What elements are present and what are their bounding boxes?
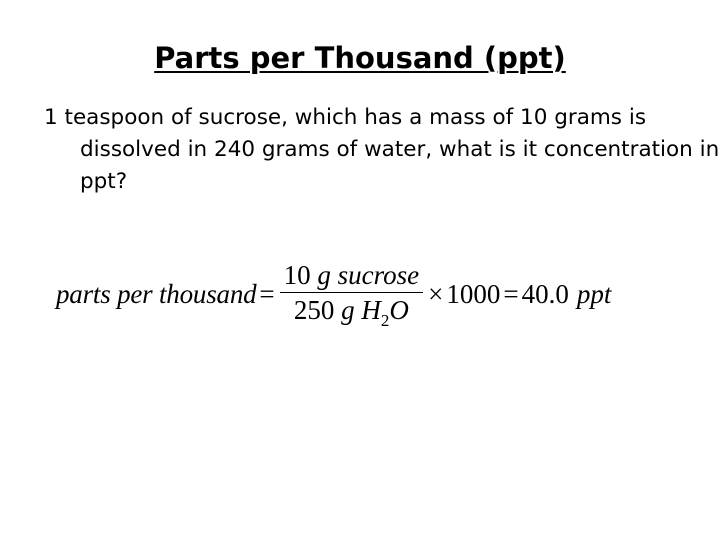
result-unit: ppt: [576, 278, 612, 309]
problem-statement: 1 teaspoon of sucrose, which has a mass of 10 grams is dissolved in 240 grams of water, what is it concentration in ppt?: [44, 105, 720, 194]
equals-sign: =: [259, 278, 275, 309]
equation-row: [56, 254, 696, 334]
result-value: 40.0: [521, 278, 569, 309]
slide-title-text: Parts per Thousand (ppt): [154, 41, 566, 75]
denominator-value: 250: [293, 294, 335, 325]
equation-lhs: parts per thousand: [56, 278, 257, 309]
ppt-equation: [56, 254, 696, 344]
times-sign: ×: [428, 278, 444, 309]
denominator-subscript: 2: [380, 310, 390, 330]
equals-sign-2: =: [503, 278, 519, 309]
multiplier: 1000: [446, 278, 501, 309]
numerator-unit: g sucrose: [317, 259, 420, 290]
fraction-denominator: [290, 293, 413, 331]
numerator-value: 10: [283, 259, 311, 290]
mass-fraction: [280, 258, 424, 331]
fraction-numerator: [280, 258, 424, 292]
slide-title: [0, 38, 720, 78]
denominator-unit: g H: [341, 294, 381, 325]
denominator-unit-tail: O: [389, 294, 409, 325]
